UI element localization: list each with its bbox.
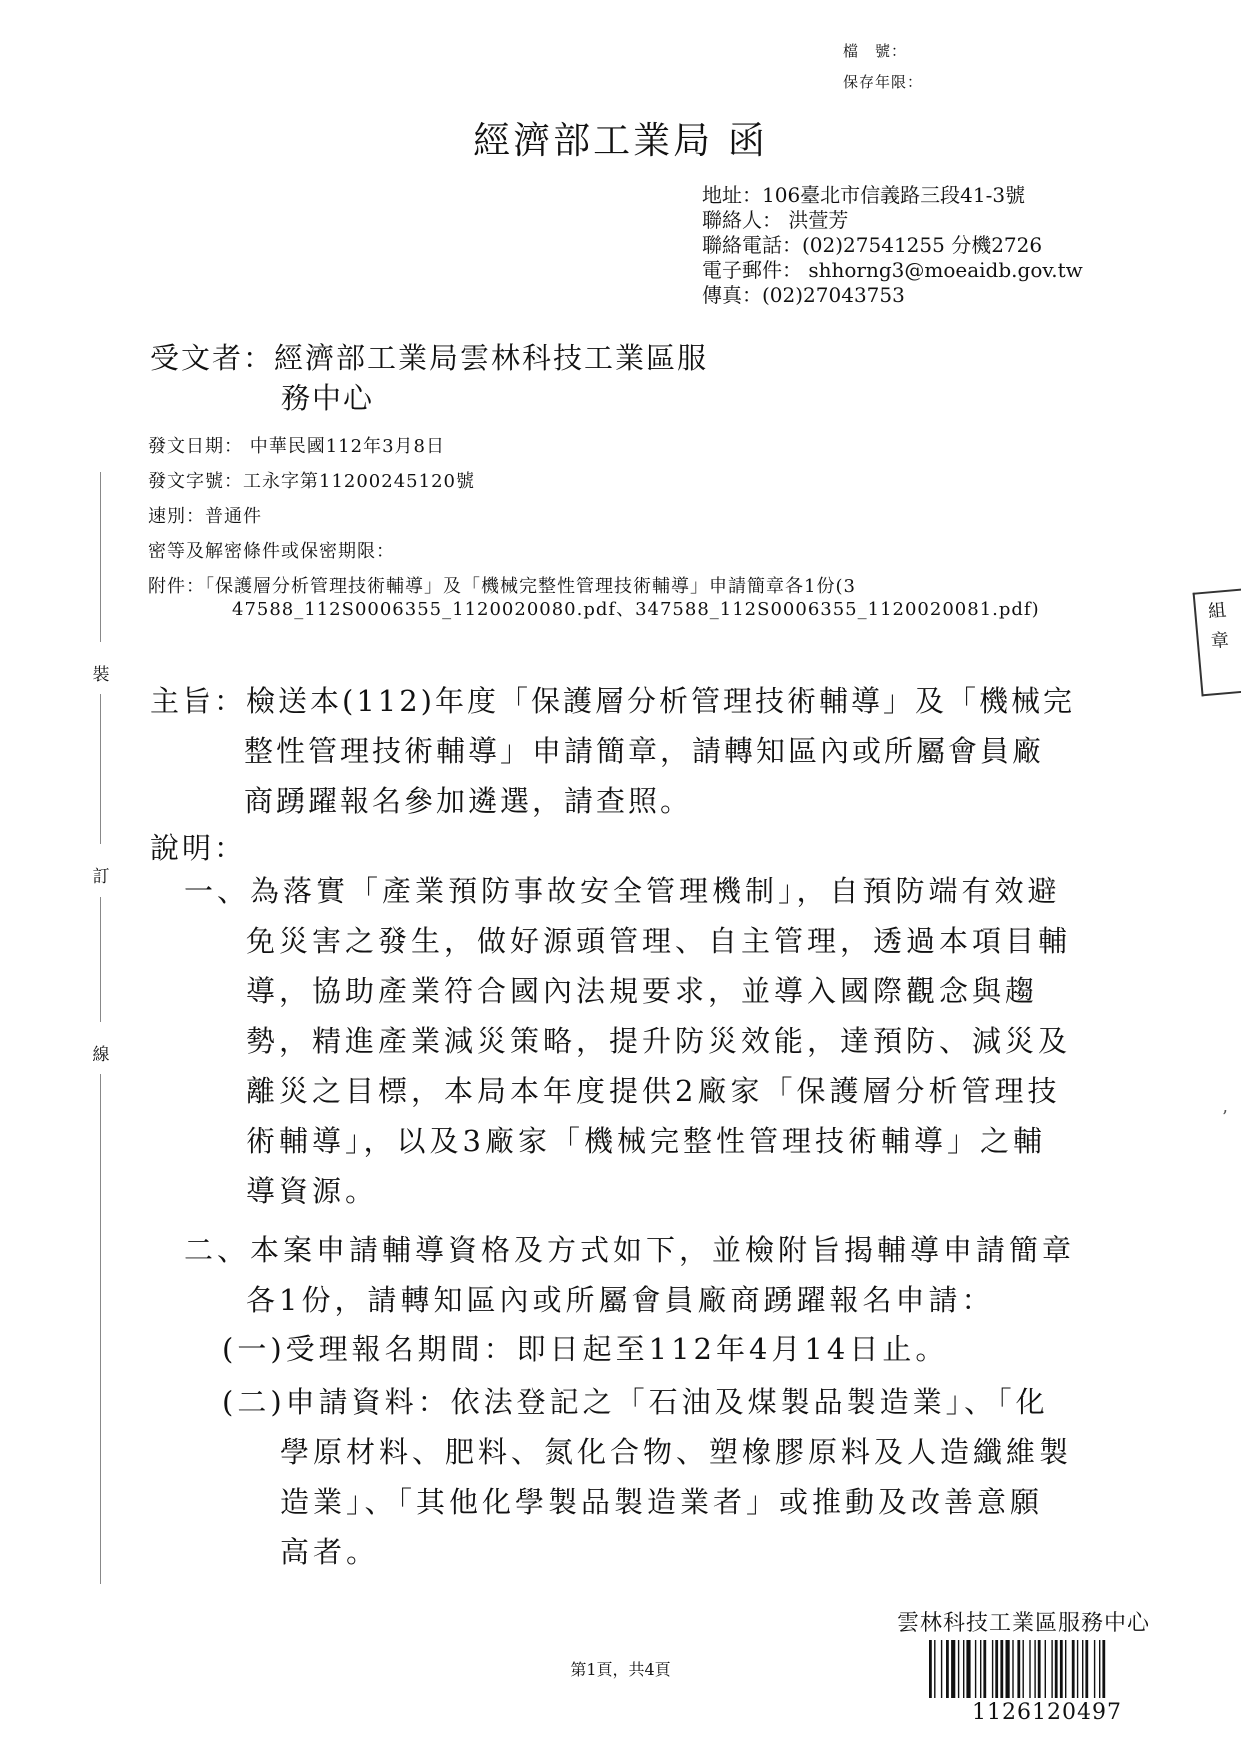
contact-email: 電子郵件： shhorng3@moeaidb.gov.tw bbox=[702, 258, 1083, 282]
barcode-number: 1126120497 bbox=[972, 1700, 1122, 1725]
binding-char-2: 訂 bbox=[92, 867, 110, 887]
subject-line-1: 主旨：檢送本(112)年度「保護層分析管理技術輔導」及「機械完 bbox=[150, 684, 1075, 718]
binding-dash bbox=[100, 694, 101, 844]
receiver-name: 雲林科技工業區服務中心 bbox=[897, 1611, 1151, 1636]
sub2-line-3: 造業」、「其他化學製品製造業者」或推動及改善意願 bbox=[280, 1485, 1044, 1519]
recipient-line-2: 務中心 bbox=[281, 381, 375, 415]
sub-item-2 bbox=[222, 1377, 1072, 1577]
contact-block bbox=[702, 183, 1083, 308]
item1-line-3: 導，協助產業符合國內法規要求，並導入國際觀念與趨 bbox=[246, 974, 1039, 1008]
attachment-line-2: 47588_112S0006355_1120020080.pdf、347588_112S0006355_1120020081.pdf) bbox=[232, 599, 1040, 620]
contact-phone: 聯絡電話：(02)27541255 分機2726 bbox=[702, 233, 1043, 257]
binding-line bbox=[90, 472, 112, 1592]
binding-char-3: 線 bbox=[92, 1045, 110, 1065]
item2-line-1: 二、本案申請輔導資格及方式如下，並檢附旨揭輔導申請簡章 bbox=[184, 1233, 1076, 1267]
delivery-speed: 速別：普通件 bbox=[148, 506, 262, 527]
binding-dash bbox=[100, 472, 101, 642]
item2-line-2: 各1份，請轉知區內或所屬會員廠商踴躍報名申請： bbox=[246, 1283, 995, 1317]
binding-char-1: 裝 bbox=[92, 665, 110, 685]
explanation-item-1 bbox=[184, 866, 1071, 1216]
recipient bbox=[150, 338, 708, 418]
scan-mark: ’ bbox=[1222, 1107, 1228, 1128]
sub-item-1: (一)受理報名期間：即日起至112年4月14日止。 bbox=[222, 1332, 949, 1366]
subject bbox=[150, 676, 1075, 826]
sub2-line-1: (二)申請資料：依法登記之「石油及煤製品製造業」、「化 bbox=[222, 1385, 1049, 1419]
stamp-char-1: 組 bbox=[1207, 599, 1228, 623]
binding-dash bbox=[100, 1074, 101, 1584]
contact-person: 聯絡人： 洪萱芳 bbox=[702, 208, 849, 232]
explanation-label: 說明： bbox=[150, 831, 247, 865]
file-number-label: 檔 號： bbox=[842, 42, 907, 60]
item1-line-2: 免災害之發生，做好源頭管理、自主管理，透過本項目輔 bbox=[246, 924, 1072, 958]
group-stamp bbox=[1193, 588, 1241, 697]
page-number: 第1頁，共4頁 bbox=[570, 1660, 671, 1679]
subject-line-3: 商踴躍報名參加遴選，請查照。 bbox=[244, 784, 693, 818]
subject-line-2: 整性管理技術輔導」申請簡章，請轉知區內或所屬會員廠 bbox=[244, 734, 1045, 768]
document-title: 經濟部工業局 函 bbox=[473, 119, 768, 162]
dispatch-date: 發文日期： 中華民國112年3月8日 bbox=[148, 436, 445, 457]
sub2-line-2: 學原材料、肥料、氮化合物、塑橡膠原料及人造纖維製 bbox=[280, 1435, 1073, 1469]
recipient-line-1: 受文者：經濟部工業局雲林科技工業區服 bbox=[150, 341, 709, 375]
item1-line-7: 導資源。 bbox=[246, 1174, 379, 1208]
binding-dash bbox=[100, 897, 101, 1022]
contact-fax: 傳真：(02)27043753 bbox=[702, 283, 905, 307]
attachment-line-1: 附件：「保護層分析管理技術輔導」及「機械完整性管理技術輔導」申請簡章各1份(3 bbox=[148, 576, 856, 597]
dispatch-info bbox=[148, 429, 1040, 621]
stamp-char-2: 章 bbox=[1210, 629, 1230, 653]
sub2-line-4: 高者。 bbox=[280, 1535, 380, 1569]
item1-line-6: 術輔導」，以及3廠家「機械完整性管理技術輔導」之輔 bbox=[246, 1124, 1046, 1158]
dispatch-number: 發文字號：工永字第11200245120號 bbox=[148, 471, 475, 492]
item1-line-5: 離災之目標，本局本年度提供2廠家「保護層分析管理技 bbox=[246, 1074, 1061, 1108]
item1-line-4: 勢，精進產業減災策略，提升防災效能，達預防、減災及 bbox=[246, 1024, 1072, 1058]
address: 地址：106臺北市信義路三段41-3號 bbox=[702, 183, 1026, 207]
explanation-item-2 bbox=[184, 1225, 1075, 1325]
item1-line-1: 一、為落實「產業預防事故安全管理機制」，自預防端有效避 bbox=[184, 874, 1061, 908]
security-level: 密等及解密條件或保密期限： bbox=[148, 541, 395, 562]
retention-period-label: 保存年限： bbox=[842, 73, 923, 91]
file-info-box bbox=[843, 36, 923, 98]
